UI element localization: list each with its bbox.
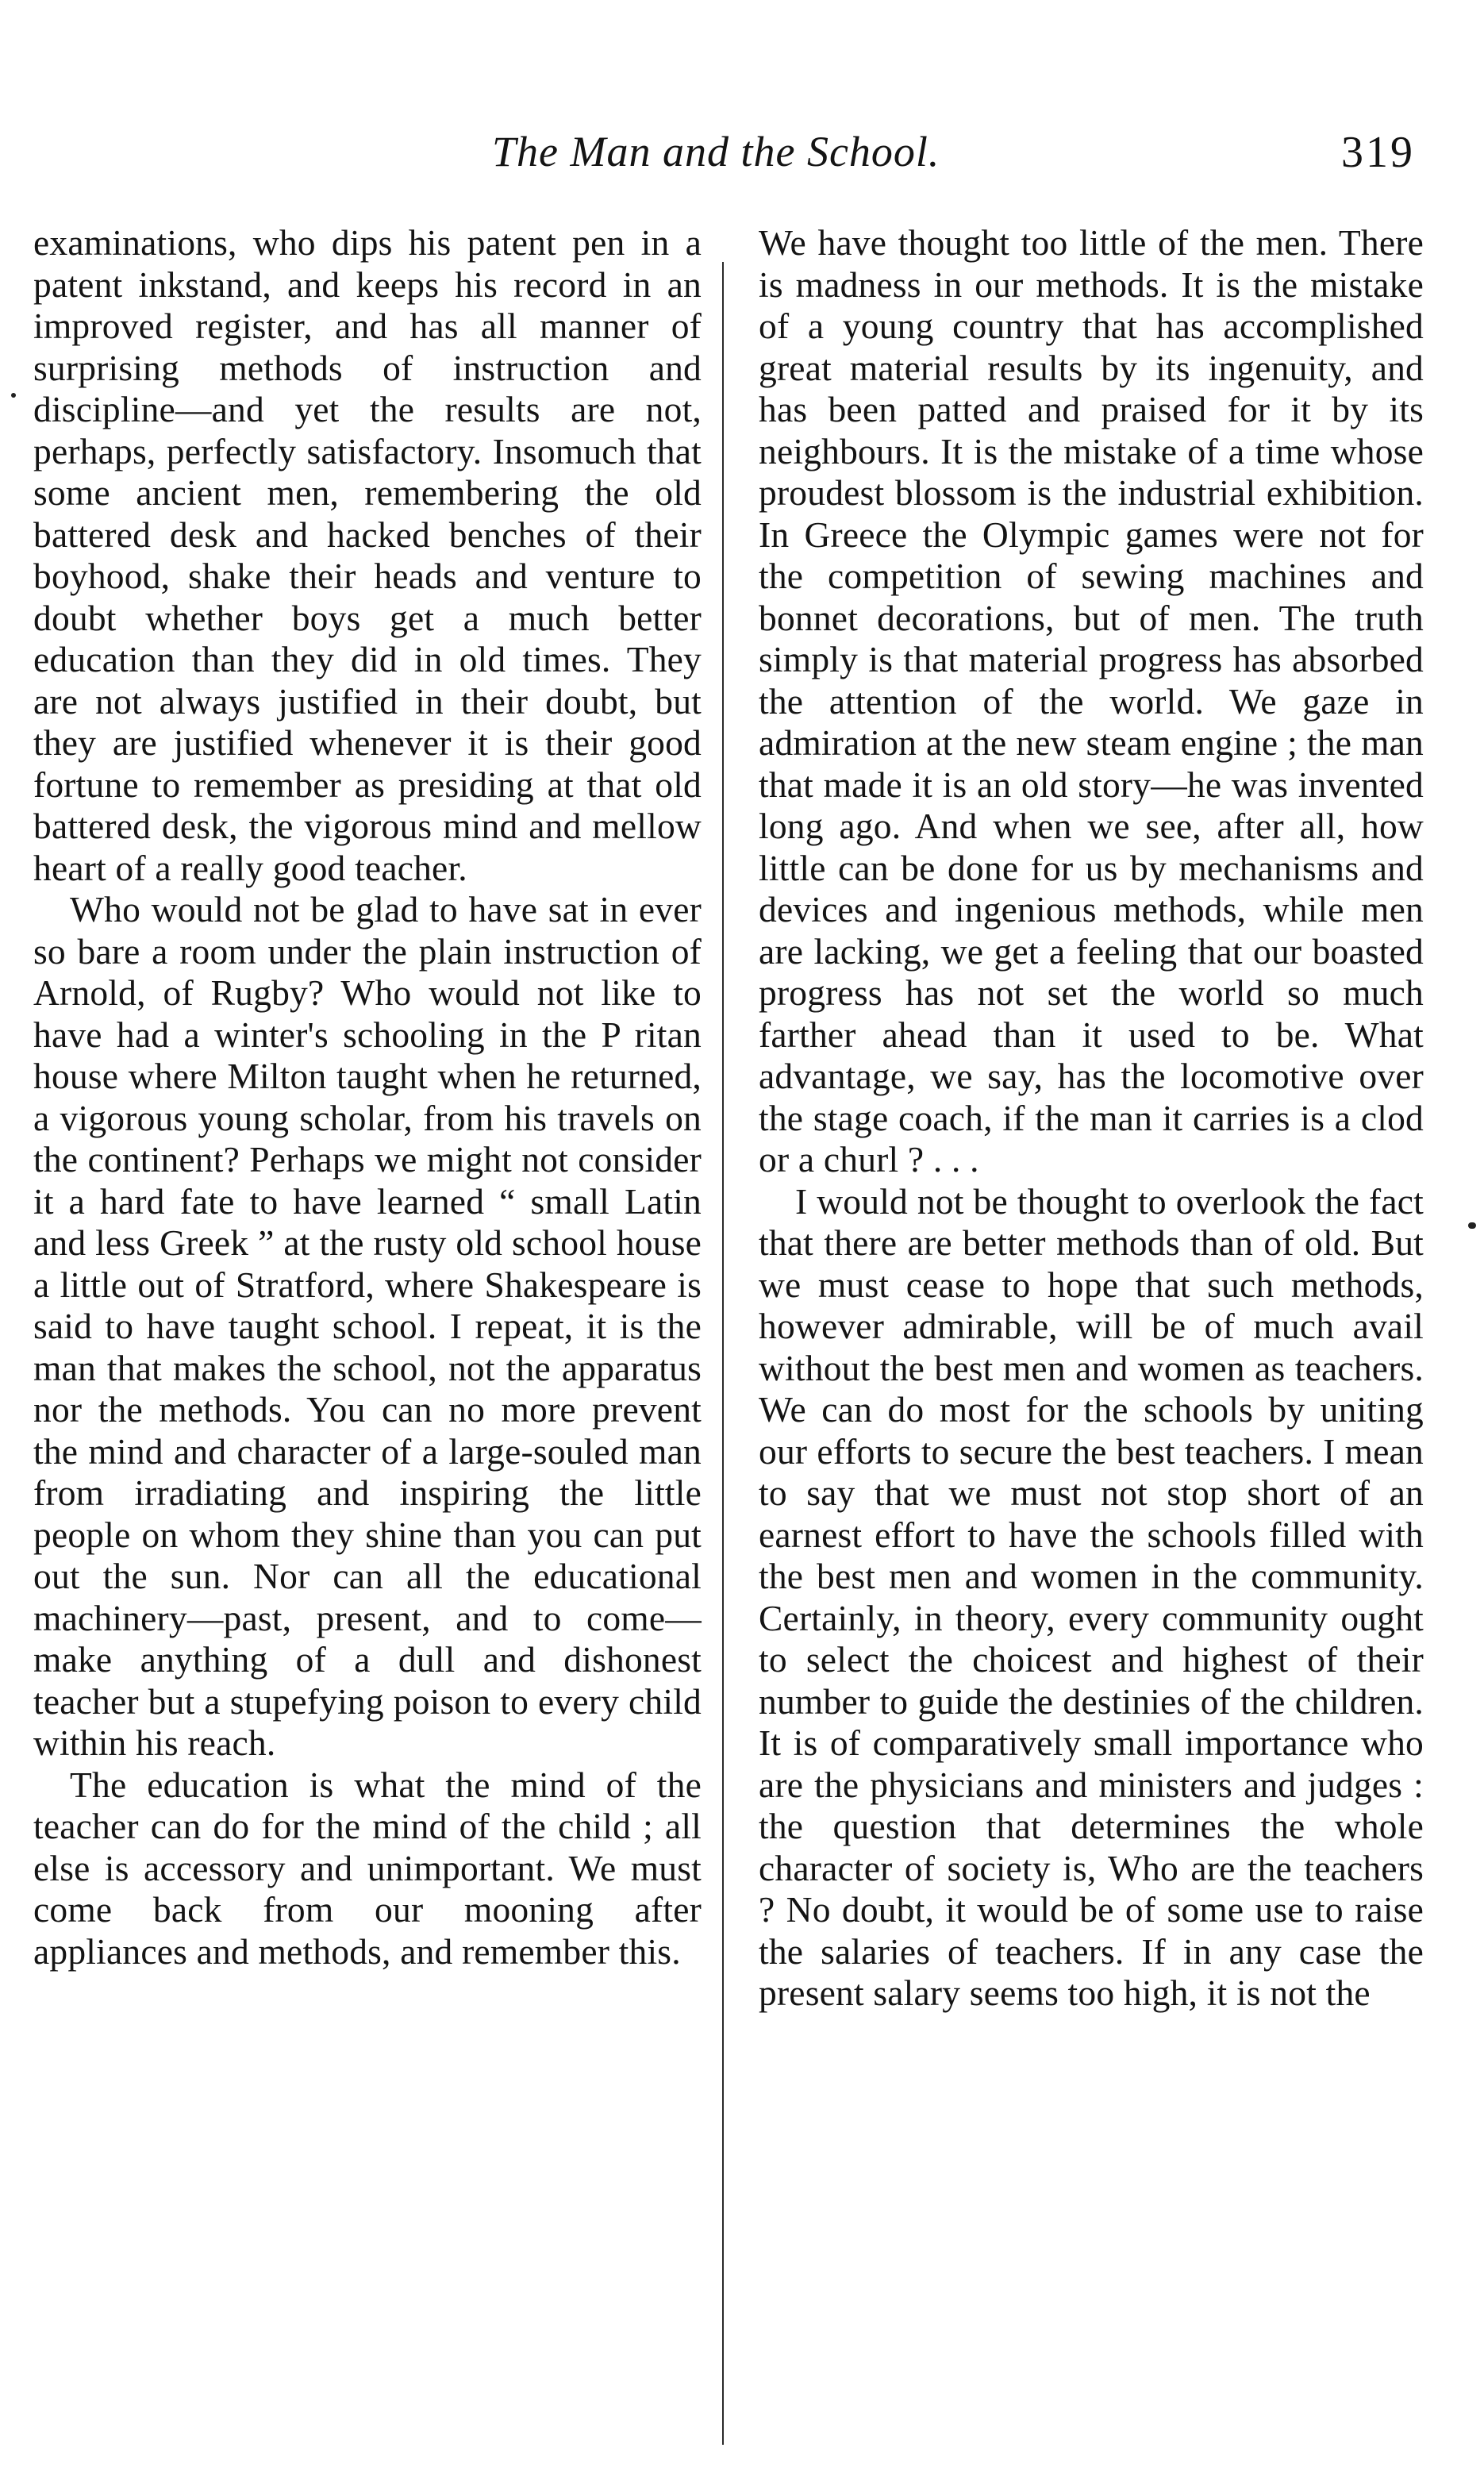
paragraph: I would not be thought to overlook the fact that there are better methods than of old. But we must cease to hope that such methods, however admirable, will be of much avail without the best men and women as teachers. We can do most for the schools by uniting our efforts to secure the best teachers. I mean to say that we must not stop short of an earnest effort to have the schools filled with the best men and women in the community. Certainly, in theory, every community ought to select the choicest and highest of their number to guide the destinies of the children. It is of comparatively small importance who are the physicians and ministers and judges : the question that determines the whole character of society is, Who are the teachers ? No doubt, it would be of some use to raise the salaries of teachers. If in any case the present salary seems too high, it is not the (759, 1180, 1424, 2013)
paragraph: examinations, who dips his patent pen in a patent inkstand, and keeps his record in an improved register, and has all manner of surprising methods of instruction and discipline—and yet the results are not, perhaps, perfectly satisfactory. Insomuch that some ancient men, remembering the old battered desk and hacked benches of their boyhood, shake their heads and venture to doubt whether boys get a much better education than they did in old times. They are not always justified in their doubt, but they are justified whenever it is their good fortune to remember as presiding at that old battered desk, the vigorous mind and mellow heart of a really good teacher. (33, 222, 702, 888)
print-speck-mark (11, 393, 16, 398)
left-column (33, 222, 702, 1972)
running-header (0, 127, 1484, 191)
print-speck-mark (1468, 1222, 1476, 1229)
paragraph: We have thought too little of the men. There is madness in our methods. It is the mistake of a young country that has accomplished great material results by its ingenuity, and has been patted and praised for it by its neighbours. It is the mistake of a time whose proudest blossom is the industrial exhibition. In Greece the Olympic games were not for the competition of sewing machines and bonnet decorations, but of men. The truth simply is that material progress has absorbed the attention of the world. We gaze in admiration at the new steam engine ; the man that made it is an old story—he was invented long ago. And when we see, after all, how little can be done for us by mechanisms and devices and ingenious methods, while men are lacking, we get a feeling that our boasted progress has not set the world so much farther ahead than it used to be. What advantage, we say, has the locomotive over the stage coach, if the man it carries is a clod or a churl ? . . . (759, 222, 1424, 1180)
running-title: The Man and the School. (492, 128, 940, 175)
paragraph: Who would not be glad to have sat in ever so bare a room under the plain instruction of Arnold, of Rugby? Who would not like to have had a winter's schooling in the P ritan house where Milton taught when he returned, a vigorous young scholar, from his travels on the continent? Perhaps we might not consider it a hard fate to have learned “ small Latin and less Greek ” at the rusty old school house a little out of Stratford, where Shakespeare is said to have taught school. I repeat, it is the man that makes the school, not the apparatus nor the methods. You can no more prevent the mind and character of a large-souled man from irradiating and inspiring the little people on whom they shine than you can put out the sun. Nor can all the educational machinery—past, present, and to come—make anything of a dull and dishonest teacher but a stupefying poison to every child within his reach. (33, 889, 702, 1763)
column-divider (722, 262, 724, 2445)
page-number: 319 (1341, 128, 1415, 177)
right-column (759, 222, 1424, 2015)
paragraph: The education is what the mind of the teacher can do for the mind of the child ; all else is accessory and unimportant. We must come back from our mooning after appliances and methods, and remember this. (33, 1764, 702, 1972)
